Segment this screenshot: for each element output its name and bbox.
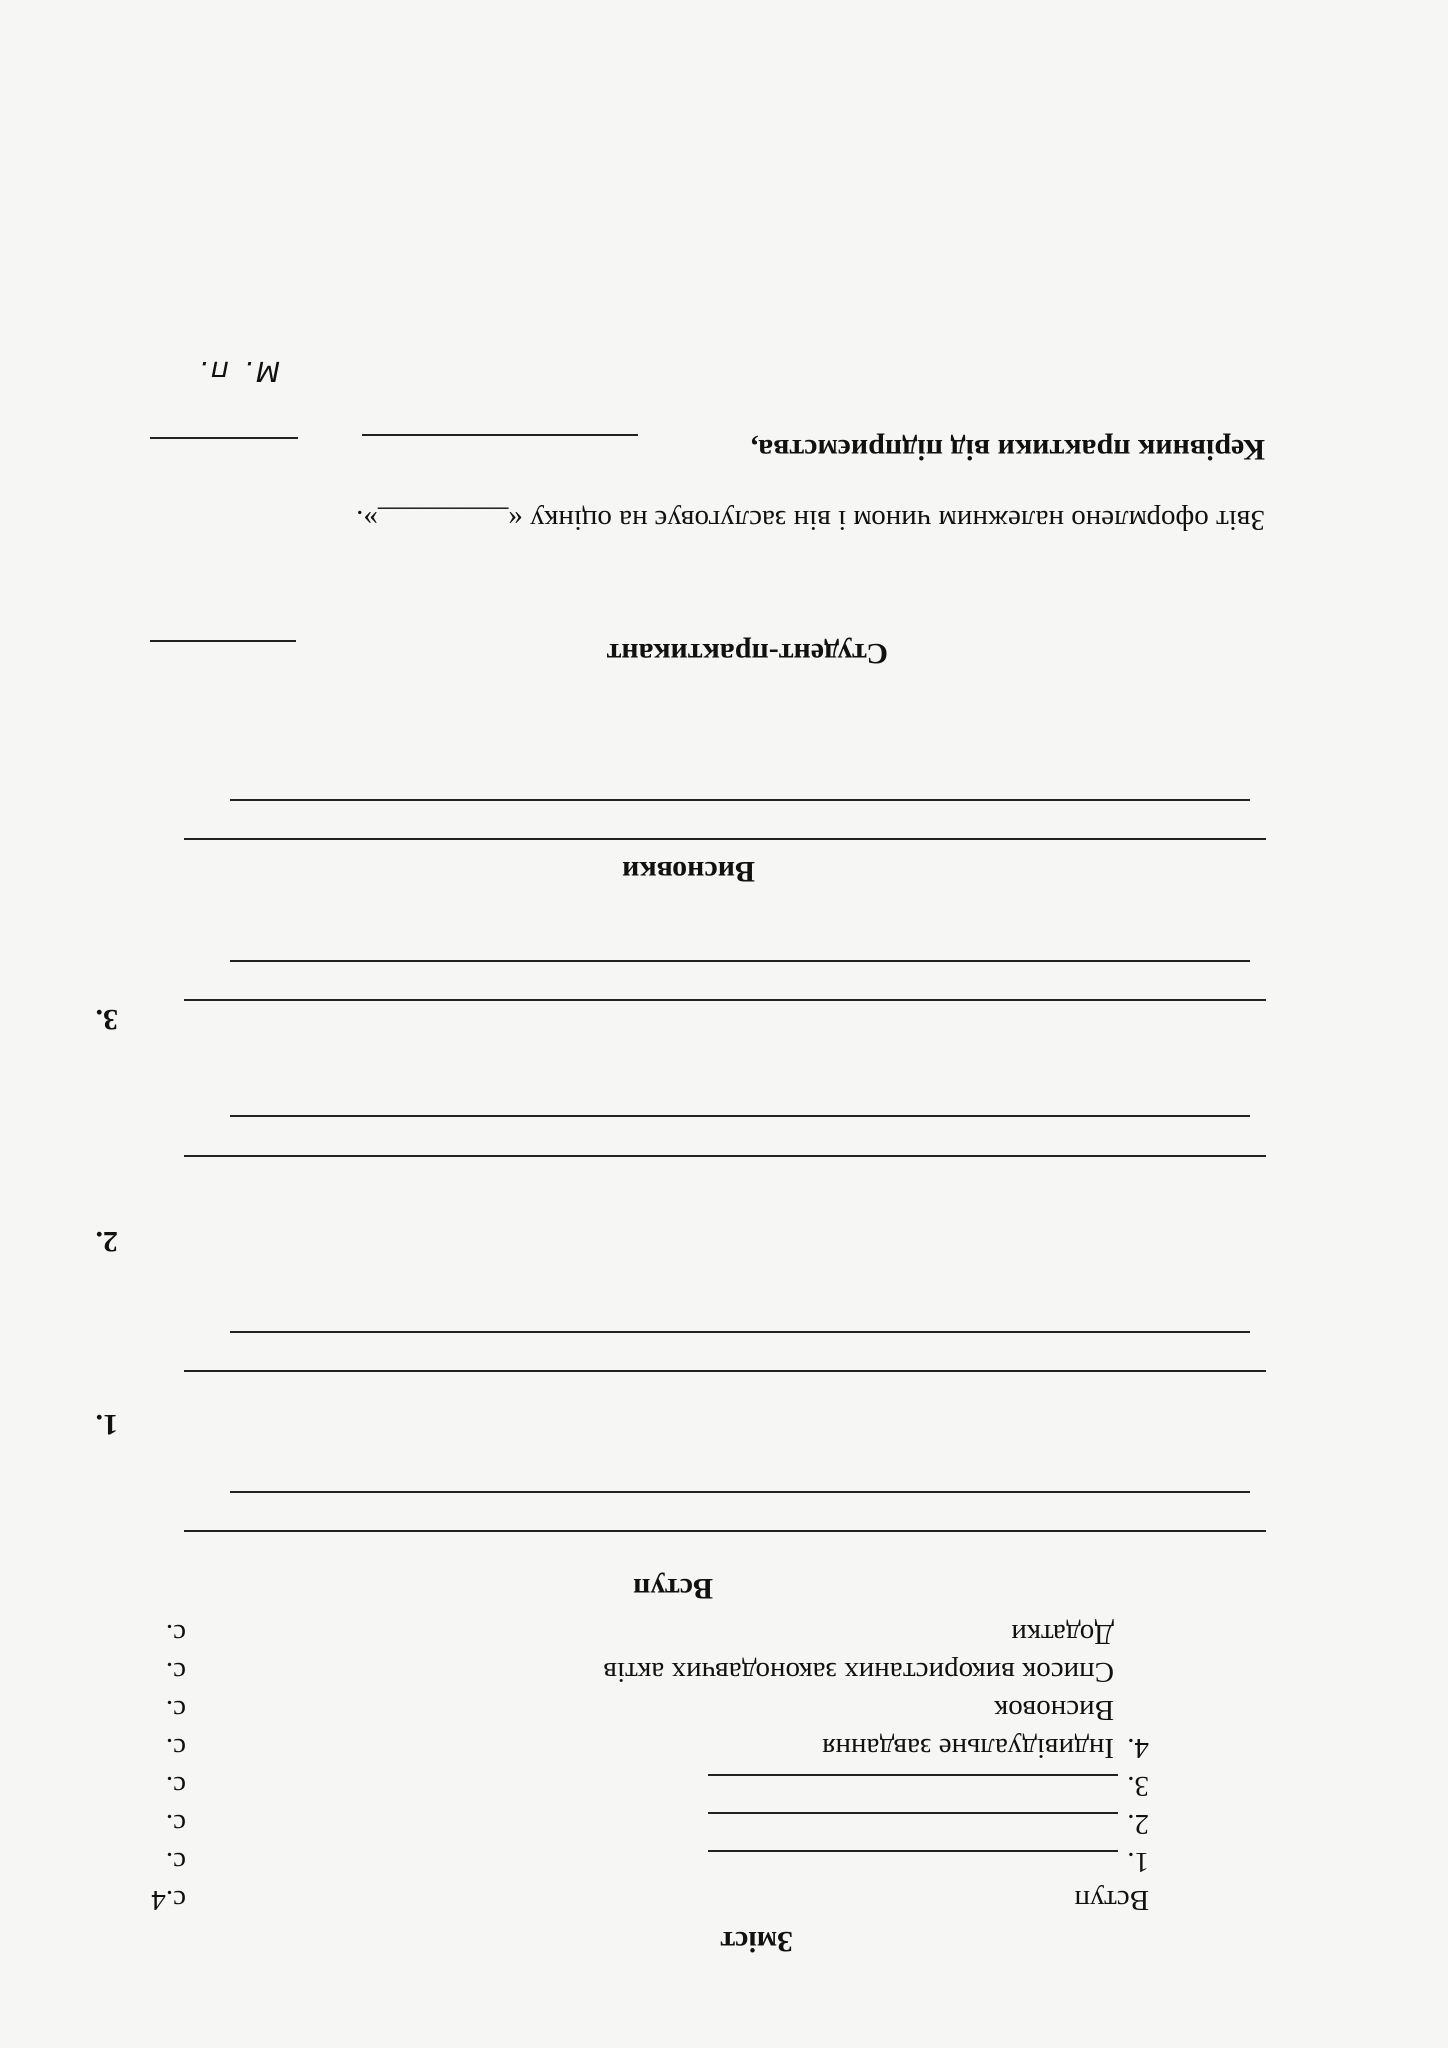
- writing-line: [230, 799, 1250, 801]
- section-2-heading: 2.: [95, 1225, 118, 1258]
- writing-line: [184, 1155, 1266, 1157]
- toc-item-intro: Вступ: [1074, 1884, 1149, 1916]
- toc-page: с.4: [151, 1884, 186, 1916]
- section-conclusions-heading: Висновки: [622, 855, 755, 888]
- supervisor-label: Керівник практики від підприємства,: [750, 433, 1265, 466]
- toc-item-conclusion: Висновок: [994, 1694, 1114, 1726]
- toc-item-legislation-list: Список використаних законодавчих актів: [603, 1656, 1114, 1688]
- student-signature-line: [150, 640, 296, 642]
- writing-line: [230, 1331, 1250, 1333]
- evaluation-statement: Звіт оформлено належним чином і він заслуговує на оцінку «_________».: [356, 504, 1265, 536]
- writing-line: [230, 1115, 1250, 1117]
- toc-item-individual-task: Індивідуальне завдання: [822, 1732, 1114, 1764]
- writing-line: [184, 838, 1266, 840]
- toc-page: с.: [165, 1770, 186, 1802]
- section-1-heading: 1.: [95, 1408, 118, 1441]
- toc-page: с.: [165, 1656, 186, 1688]
- toc-page: с.: [165, 1808, 186, 1840]
- section-intro-heading: Вступ: [633, 1572, 713, 1605]
- toc-blank-line: [708, 1850, 1118, 1852]
- supervisor-signature-line: [150, 437, 298, 439]
- toc-page: с.: [165, 1846, 186, 1878]
- writing-line: [230, 1491, 1250, 1493]
- toc-page: с.: [165, 1732, 186, 1764]
- stamp-place: М. п.: [195, 355, 280, 388]
- toc-page: с.: [165, 1694, 186, 1726]
- supervisor-signature-line: [362, 434, 638, 436]
- toc-title: Зміст: [720, 1925, 793, 1958]
- student-label: Студент-практикант: [606, 637, 888, 670]
- toc-item-number: 4.: [1127, 1732, 1149, 1764]
- toc-page: с.: [165, 1618, 186, 1650]
- toc-blank-line: [708, 1812, 1118, 1814]
- section-3-heading: 3.: [95, 1003, 118, 1036]
- writing-line: [184, 1530, 1266, 1532]
- toc-item-number: 3.: [1127, 1770, 1149, 1802]
- writing-line: [184, 1370, 1266, 1372]
- toc-item-number: 2.: [1127, 1808, 1149, 1840]
- toc-item-number: 1.: [1127, 1846, 1149, 1878]
- toc-blank-line: [708, 1774, 1118, 1776]
- toc-item-appendices: Додатки: [1011, 1618, 1114, 1650]
- writing-line: [230, 960, 1250, 962]
- writing-line: [184, 999, 1266, 1001]
